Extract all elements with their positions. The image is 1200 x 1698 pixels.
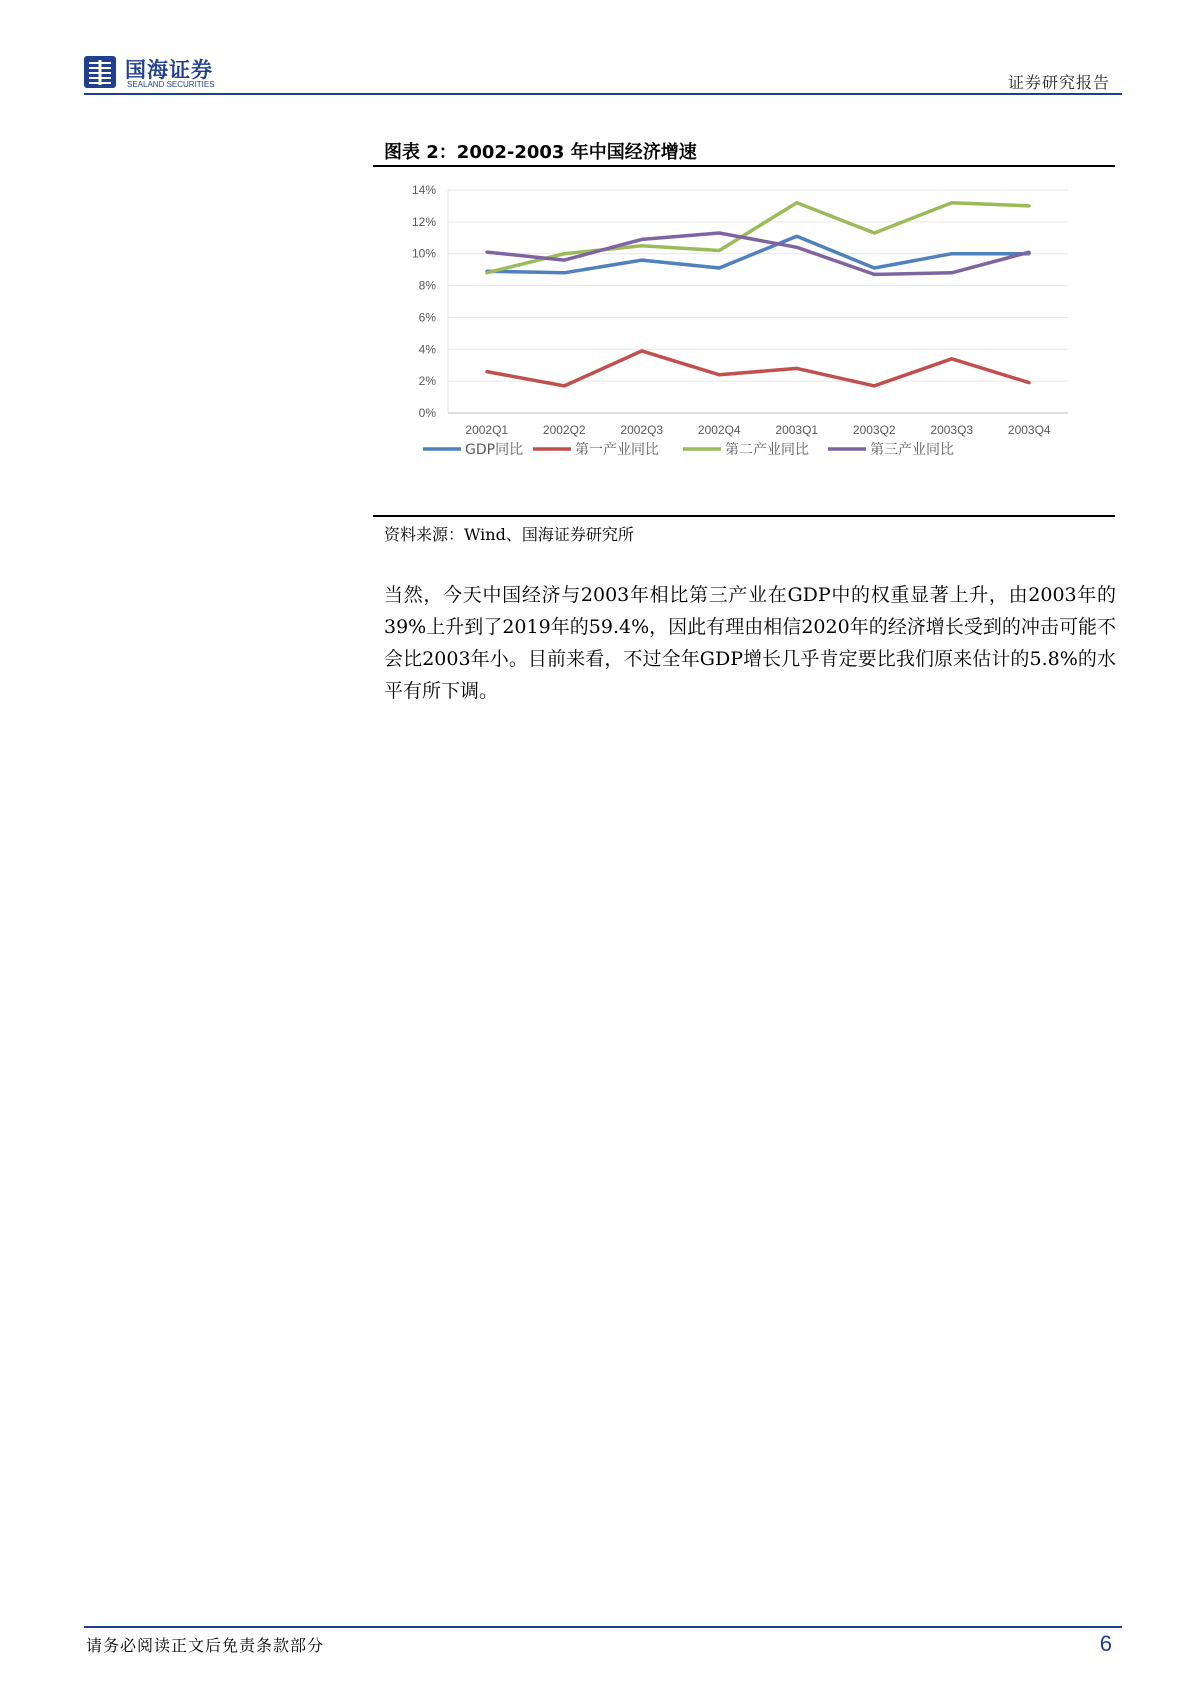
data-point — [485, 251, 488, 254]
page-number: 6 — [1099, 1631, 1112, 1656]
y-tick-label: 2% — [418, 374, 436, 389]
legend-label: 第三产业同比 — [870, 442, 954, 458]
data-point — [563, 252, 566, 255]
logo-english-name: SEALAND SECURITIES — [127, 80, 215, 89]
figure-top-rule — [373, 165, 1115, 167]
x-tick-label: 2003Q4 — [1007, 423, 1051, 437]
data-point — [718, 232, 721, 235]
data-point — [873, 384, 876, 387]
footer-disclaimer: 请务必阅读正文后免责条款部分 — [86, 1636, 325, 1655]
legend-label: 第二产业同比 — [725, 442, 809, 458]
series-line — [487, 203, 1030, 273]
data-point — [718, 249, 721, 252]
y-tick-label: 0% — [418, 406, 436, 420]
data-point — [795, 235, 798, 238]
data-point — [563, 259, 566, 262]
figure-title: 图表 2：2002-2003 年中国经济增速 — [384, 142, 697, 163]
data-point — [873, 267, 876, 270]
y-tick-label: 12% — [411, 214, 436, 229]
y-tick-label: 14% — [411, 183, 436, 197]
data-point — [950, 201, 953, 204]
data-point — [873, 232, 876, 235]
legend-label: GDP同比 — [465, 442, 524, 458]
x-tick-label: 2002Q1 — [465, 423, 509, 437]
x-tick-label: 2002Q3 — [620, 423, 664, 437]
data-point — [795, 246, 798, 249]
data-point — [950, 252, 953, 255]
data-point — [485, 370, 488, 373]
data-point — [563, 271, 566, 274]
y-tick-label: 6% — [418, 310, 436, 325]
body-paragraph: 当然，今天中国经济与2003年相比第三产业在GDP中的权重显著上升，由2003年的39%上升到了2019年的59.4%，因此有理由相信2020年的经济增长受到的冲击可能不会比2003年小。目前来看，不过全年GDP增长几乎肯定要比我们原来估计的5.8%的水平有所下调。 — [384, 584, 1116, 702]
report-type-label: 证券研究报告 — [1007, 73, 1110, 92]
sealand-logo-icon — [84, 56, 116, 88]
data-point — [640, 238, 643, 241]
y-tick-label: 8% — [418, 278, 436, 293]
figure-source: 资料来源：Wind、国海证券研究所 — [384, 525, 634, 544]
x-tick-label: 2003Q3 — [930, 423, 974, 437]
footer-divider — [84, 1626, 1122, 1628]
y-tick-label: 10% — [411, 246, 436, 261]
y-tick-label: 4% — [418, 342, 436, 357]
data-point — [485, 271, 488, 274]
data-point — [1028, 251, 1031, 254]
data-point — [795, 367, 798, 370]
data-point — [718, 373, 721, 376]
x-tick-label: 2002Q4 — [697, 423, 741, 437]
chart-canvas — [373, 168, 1115, 513]
data-point — [1028, 204, 1031, 207]
x-tick-label: 2003Q1 — [775, 423, 819, 437]
x-tick-label: 2002Q2 — [542, 423, 586, 437]
data-point — [795, 201, 798, 204]
x-tick-label: 2003Q2 — [852, 423, 896, 437]
legend-label: 第一产业同比 — [575, 442, 659, 458]
data-point — [873, 273, 876, 276]
logo-chinese-name: 国海证券 — [125, 58, 213, 82]
data-point — [563, 384, 566, 387]
data-point — [640, 349, 643, 352]
data-point — [950, 357, 953, 360]
sealand-securities-logo — [84, 54, 244, 94]
gdp-growth-line-chart — [373, 168, 1115, 513]
figure-bottom-rule — [373, 515, 1115, 517]
data-point — [950, 271, 953, 274]
data-point — [640, 244, 643, 247]
header-divider — [84, 93, 1122, 95]
data-point — [718, 267, 721, 270]
data-point — [1028, 381, 1031, 384]
data-point — [640, 259, 643, 262]
